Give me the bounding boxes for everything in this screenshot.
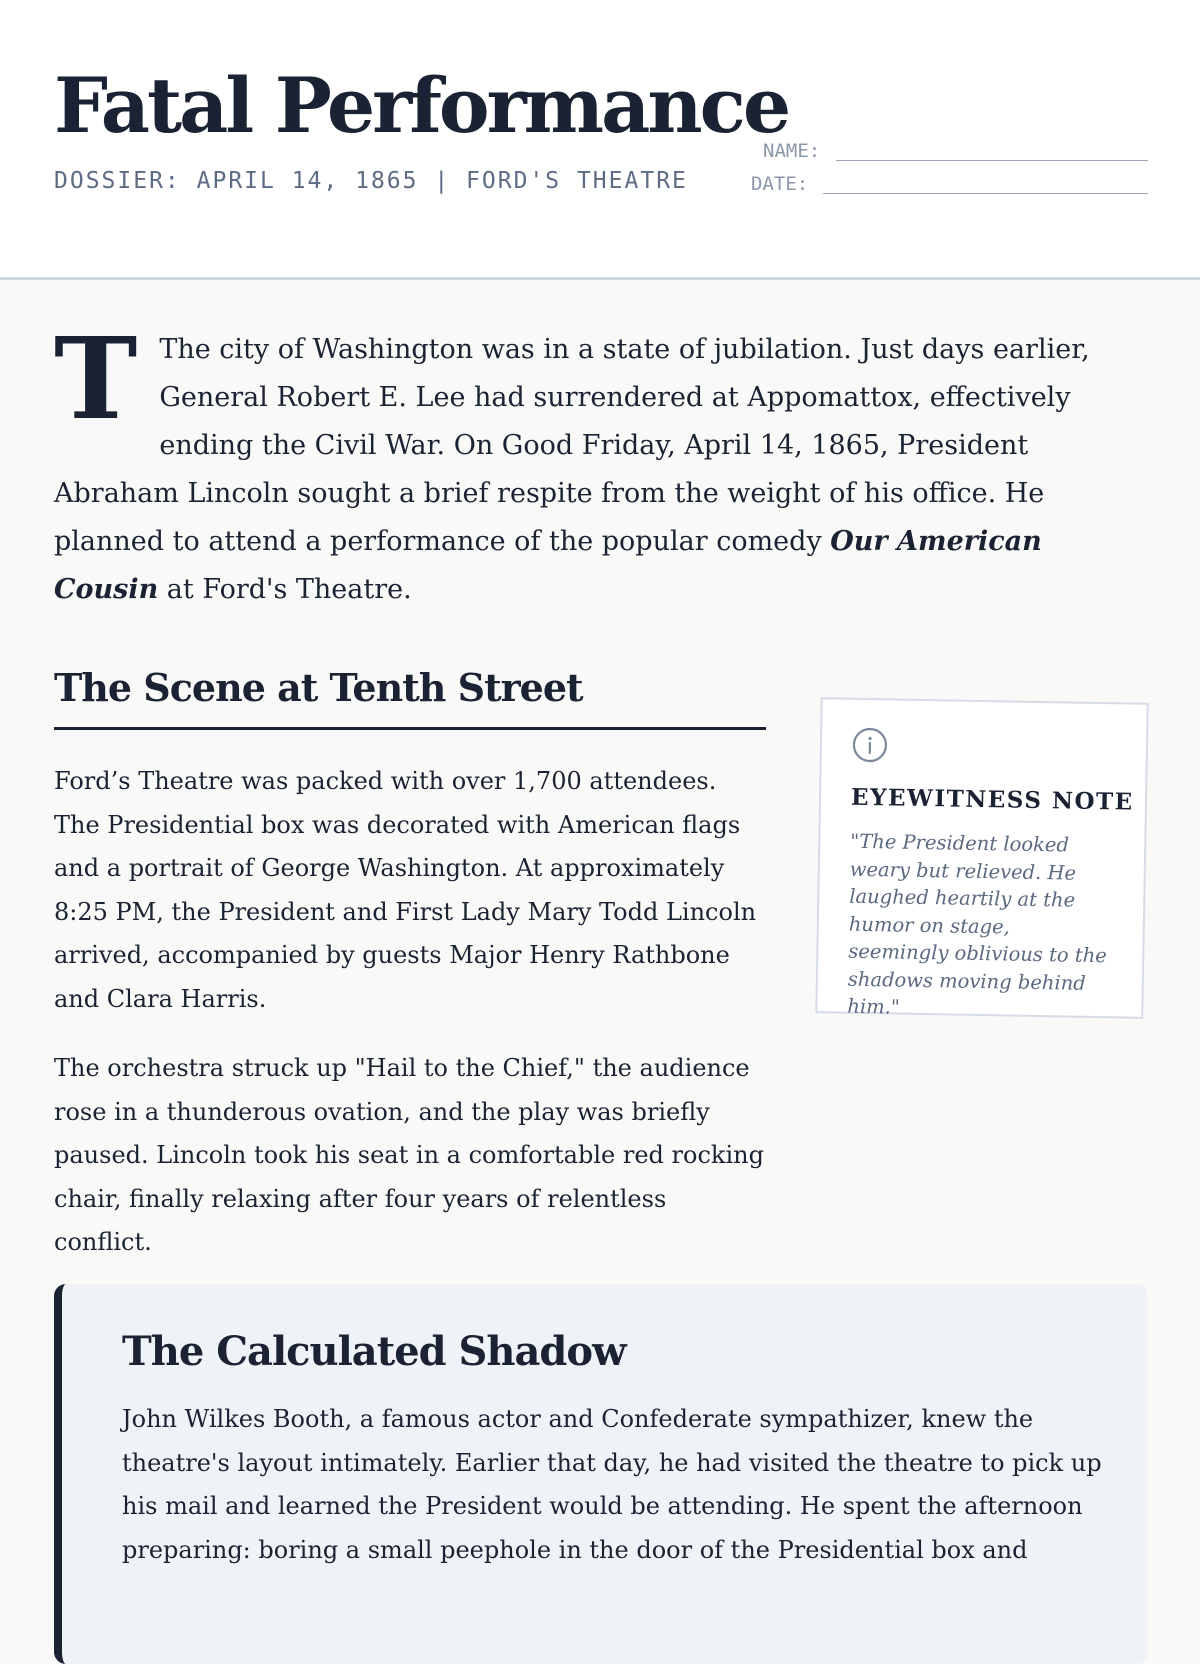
- scene-paragraph: Ford’s Theatre was packed with over 1,700 attendees. The Presidential box was decorated with American flags and a portrait of George Washington. At approximately 8:25 PM, the President and First Lady Mary Todd Lincoln arrived, accompanied by guests Major Henry Rathbone and Clara Harris.: [54, 760, 766, 1021]
- dossier-subtitle: DOSSIER: APRIL 14, 1865 | FORD'S THEATRE: [54, 168, 688, 194]
- eyewitness-note-card: [815, 697, 1148, 1019]
- intro-text-before: The city of Washington was in a state of jubilation. Just days earlier, General Robert E. Lee had surrendered at Appomattox, effectively ending the Civil War. On Good Friday, April 14, 1865, President Abraham Lincoln sought a brief respite from the weight of his office. He planned to attend a performance of the popular comedy: [54, 334, 1090, 557]
- page-title: Fatal Performance: [54, 58, 788, 154]
- eyewitness-quote: "The President looked weary but relieved. He laughed heartily at the humor on stage, seemingly oblivious to the shadows moving behind him.": [847, 828, 1112, 1025]
- calculated-shadow-callout: [54, 1284, 1148, 1664]
- drop-cap: T: [54, 332, 137, 428]
- name-field-line[interactable]: [836, 160, 1148, 161]
- shadow-heading: The Calculated Shadow: [122, 1324, 626, 1380]
- scene-heading: The Scene at Tenth Street: [54, 660, 766, 730]
- play-title: Our American Cousin: [54, 526, 1042, 605]
- intro-paragraph: [54, 326, 1150, 614]
- name-field-label: NAME:: [763, 140, 820, 162]
- date-field-label: DATE:: [751, 173, 808, 195]
- scene-paragraph: The orchestra struck up "Hail to the Chief," the audience rose in a thunderous ovation, and the play was briefly paused. Lincoln took his seat in a comfortable red rocking chair, finally relaxing after four years of relentless conflict.: [54, 1047, 766, 1265]
- intro-text-after: at Ford's Theatre.: [158, 574, 411, 605]
- date-field-line[interactable]: [823, 193, 1148, 194]
- shadow-paragraph: John Wilkes Booth, a famous actor and Confederate sympathizer, knew the theatre's layout intimately. Earlier that day, he had visited the theatre to pick up his mail and learned the President would be attending. He spent the afternoon preparing: boring a small peephole in the door of the Presidential box and: [122, 1398, 1112, 1572]
- info-icon: [852, 727, 889, 764]
- eyewitness-note-title: EYEWITNESS NOTE: [851, 784, 1134, 816]
- worksheet-header: [0, 0, 1200, 280]
